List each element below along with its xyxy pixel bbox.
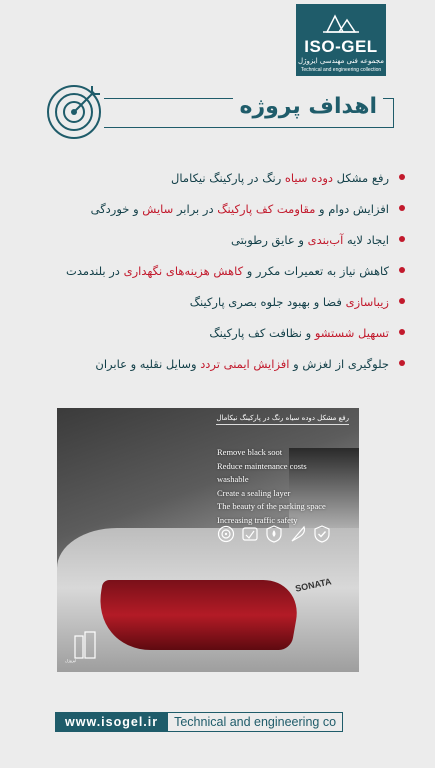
goal-text: رنگ در پارکینگ نیکامال — [171, 171, 285, 185]
logo-building-icon — [321, 10, 361, 34]
goal-item — [25, 352, 405, 383]
photo-caption: رفع مشکل دوده سیاه رنگ در پارکینگ نیکامال — [216, 414, 349, 425]
goal-highlight: سایش — [142, 202, 174, 216]
logo-subtitle-fa: مجموعه فنی مهندسی ایزوژل — [298, 57, 384, 65]
goal-text: کاهش نیاز به تعمیرات مکرر و — [243, 264, 389, 278]
goal-item — [25, 228, 405, 259]
brand-logo — [296, 4, 386, 76]
feather-icon — [289, 525, 307, 543]
photo-icon-row — [217, 525, 331, 543]
goal-text: و نظافت کف پارکینگ — [209, 326, 315, 340]
goal-text: جلوگیری از لغزش و — [289, 357, 389, 371]
goal-highlight: کاهش هزینه‌های نگهداری — [123, 264, 244, 278]
car-badge: SONATA — [294, 576, 333, 594]
logo-subtitle-en: Technical and engineering collection — [300, 67, 382, 73]
photo-english-item: washable — [217, 474, 249, 484]
goal-text: وسایل نقلیه و عابران — [95, 357, 201, 371]
shield-drop-icon — [265, 525, 283, 543]
photo-english-item: The beauty of the parking space — [217, 501, 326, 511]
bullet-icon — [399, 360, 405, 366]
goal-text: و عایق رطوبتی — [230, 233, 308, 247]
goal-highlight: زیباسازی — [345, 295, 389, 309]
bullet-icon — [399, 267, 405, 273]
parking-photo — [57, 408, 359, 672]
page-title: اهداف پروژه — [233, 94, 383, 119]
goal-text: در برابر — [173, 202, 218, 216]
photo-english-list — [217, 446, 326, 527]
photo-english-item: Reduce maintenance costs — [217, 460, 307, 471]
goal-item — [25, 166, 405, 197]
bullet-icon — [399, 205, 405, 211]
hands-icon — [241, 525, 259, 543]
logo-brand: ISO-GEL — [304, 37, 378, 56]
goal-highlight: آب‌بندی — [307, 233, 344, 247]
goal-text: ایجاد لایه — [343, 233, 389, 247]
bullet-icon — [399, 329, 405, 335]
goal-text: افزایش دوام و — [315, 202, 389, 216]
shield-check-icon — [313, 525, 331, 543]
goal-highlight: افزایش ایمنی تردد — [200, 357, 290, 371]
bullet-icon — [399, 236, 405, 242]
goal-item — [25, 259, 405, 290]
target-icon — [44, 80, 106, 142]
goal-highlight: تسهیل شستشو — [314, 326, 389, 340]
goal-item — [25, 290, 405, 321]
goal-text: رفع مشکل — [333, 171, 389, 185]
photo-logo-icon — [71, 630, 99, 660]
footer-tagline: Technical and engineering co — [168, 712, 343, 732]
goal-highlight: دوده سیاه — [284, 171, 334, 185]
photo-logo-text: ایزوژل — [65, 658, 77, 663]
goal-text: در بلندمدت — [66, 264, 124, 278]
target-icon — [217, 525, 235, 543]
goal-text: و خوردگی — [90, 202, 143, 216]
bullet-icon — [399, 298, 405, 304]
website-link[interactable]: www.isogel.ir — [55, 712, 168, 732]
photo-english-item: Remove black soot — [217, 447, 283, 457]
goal-text: فضا و بهبود جلوه بصری پارکینگ — [189, 295, 346, 309]
photo-english-item: Create a sealing layer — [217, 487, 291, 498]
photo-tail-light — [91, 580, 303, 650]
goal-highlight: مقاومت کف پارکینگ — [217, 202, 316, 216]
bullet-icon — [399, 174, 405, 180]
goal-item — [25, 321, 405, 352]
photo-english-item: Increasing traffic safety — [217, 514, 298, 525]
goal-item — [25, 197, 405, 228]
footer — [55, 712, 343, 732]
goals-list — [25, 166, 405, 383]
